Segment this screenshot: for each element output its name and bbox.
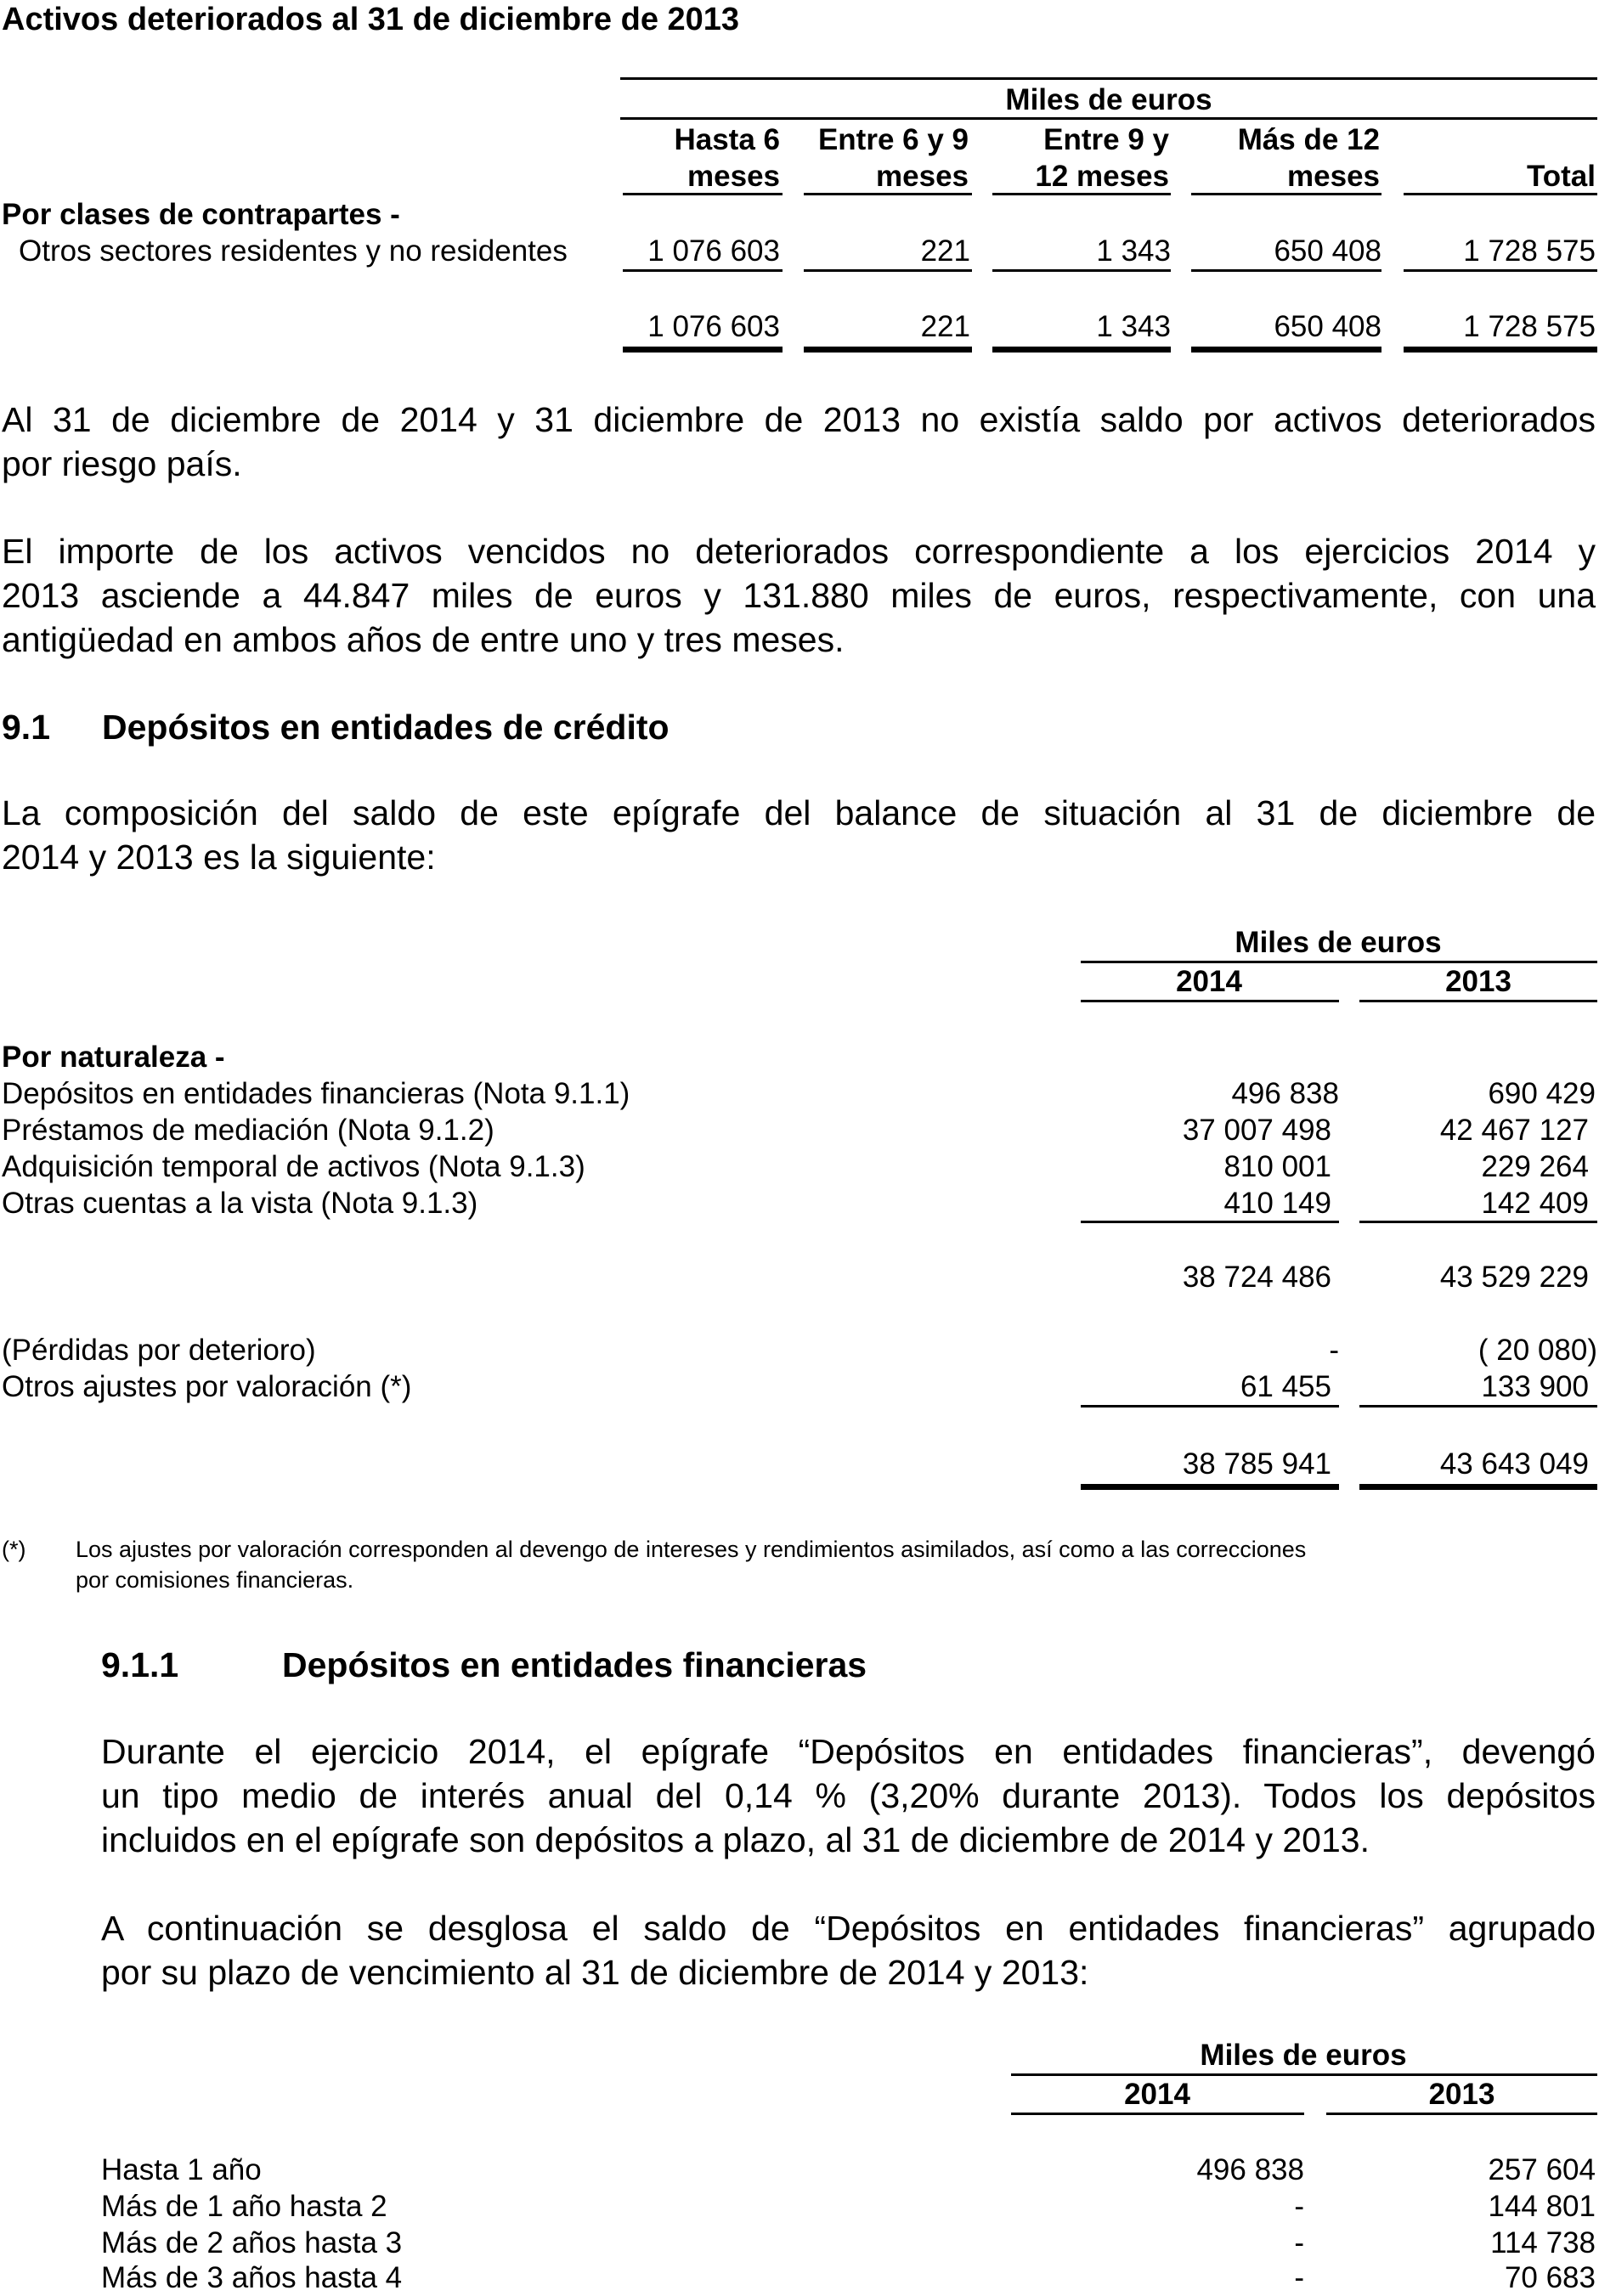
paragraph-riesgo-pais <box>2 398 1596 486</box>
table1-col-header: Total <box>1526 160 1596 193</box>
table2-cell-2013: 42 467 127 <box>1439 1114 1589 1147</box>
table2-cell-2014: 410 149 <box>1223 1187 1331 1220</box>
table2-cell-2013: 142 409 <box>1481 1187 1589 1220</box>
table1-col-rule <box>1404 193 1597 195</box>
paragraph-line: antigüedad en ambos años de entre uno y tres meses. <box>2 620 845 659</box>
paragraph-activos-vencidos <box>2 529 1596 662</box>
table3-row-label: Hasta 1 año <box>101 2153 262 2186</box>
table2-subtotal-rule <box>1081 1221 1339 1223</box>
table1-col-header: meses <box>876 160 969 193</box>
table2-cell-2014: 496 838 <box>1231 1077 1339 1110</box>
table1-row-rule <box>623 269 783 272</box>
table1-row-label: Otros sectores residentes y no residentes <box>19 234 568 268</box>
table3-cell-2014: 496 838 <box>1196 2153 1304 2186</box>
table1-total: 650 408 <box>1274 310 1381 343</box>
section-9-1-title: Depósitos en entidades de crédito <box>102 708 670 747</box>
table1-row-rule <box>992 269 1171 272</box>
table1-cell: 1 076 603 <box>647 234 780 268</box>
table2-cell-2014: - <box>1329 1334 1339 1367</box>
table1-total: 221 <box>920 310 970 343</box>
table1-col-rule <box>804 193 972 195</box>
paragraph-line: 2013 asciende a 44.847 miles de euros y 131.880 miles de euros, respectivamente, con una <box>2 576 1596 615</box>
table1-title: Activos deteriorados al 31 de diciembre de 2013 <box>2 2 740 37</box>
table1-col-header: meses <box>1287 160 1380 193</box>
table2-year-rule <box>1081 1000 1339 1002</box>
table3-row-label: Más de 3 años hasta 4 <box>101 2261 403 2294</box>
table1-col-header: Entre 6 y 9 <box>817 123 969 156</box>
table1-row-rule <box>804 269 972 272</box>
table3-cell-2013: 257 604 <box>1488 2153 1596 2186</box>
paragraph-line: Durante el ejercicio 2014, el epígrafe “Depósitos en entidades financieras”, devengó <box>101 1732 1596 1771</box>
footnote-line: por comisiones financieras. <box>76 1567 354 1593</box>
table1-row-rule <box>1191 269 1381 272</box>
table3-year-rule <box>1011 2113 1304 2115</box>
table2-subtotal-2014: 38 724 486 <box>1182 1261 1331 1294</box>
table1-total: 1 343 <box>1096 310 1171 343</box>
paragraph-line: Al 31 de diciembre de 2014 y 31 diciembre de 2013 no existía saldo por activos deteriorados <box>2 400 1596 439</box>
table2-total-rule <box>1081 1484 1339 1490</box>
table2-row-label: Adquisición temporal de activos (Nota 9.1.3) <box>2 1150 585 1183</box>
table2-cell-2014: 810 001 <box>1223 1150 1331 1183</box>
table1-col-header: Entre 9 y <box>1043 123 1169 156</box>
table1-total: 1 728 575 <box>1463 310 1596 343</box>
paragraph-line: A continuación se desglosa el saldo de “Depósitos en entidades financieras” agrupado <box>101 1909 1596 1948</box>
table1-col-rule <box>1191 193 1381 195</box>
table2-row-label: Préstamos de mediación (Nota 9.1.2) <box>2 1114 494 1147</box>
paragraph-line: El importe de los activos vencidos no deteriorados correspondiente a los ejercicios 2014 y <box>2 532 1596 571</box>
table1-section-label: Por clases de contrapartes - <box>2 198 400 231</box>
table3-cell-2013: 70 683 <box>1504 2261 1596 2294</box>
paragraph-line: incluidos en el epígrafe son depósitos a plazo, al 31 de diciembre de 2014 y 2013. <box>101 1820 1370 1859</box>
table1-col-header: Más de 12 <box>1237 123 1380 156</box>
table2-total-rule <box>1359 1484 1597 1490</box>
table2-cell-2013: ( 20 080) <box>1478 1334 1597 1367</box>
paragraph-line: por su plazo de vencimiento al 31 de diciembre de 2014 y 2013: <box>101 1953 1089 1992</box>
footnote-line: Los ajustes por valoración corresponden al devengo de intereses y rendimientos asimilados, así como a las correcciones <box>76 1537 1307 1562</box>
paragraph-composicion <box>2 791 1596 879</box>
table2-total-2014: 38 785 941 <box>1182 1447 1331 1481</box>
table2-total-2013: 43 643 049 <box>1439 1447 1589 1481</box>
table2-section-label: Por naturaleza - <box>2 1041 225 1074</box>
table3-year-header: 2013 <box>1428 2078 1495 2111</box>
table2-row-label: Otras cuentas a la vista (Nota 9.1.3) <box>2 1187 478 1220</box>
table1-header-rule <box>620 117 1597 120</box>
table2-group-header: Miles de euros <box>1235 926 1442 959</box>
table3-row-label: Más de 2 años hasta 3 <box>101 2226 403 2259</box>
table3-cell-2014: - <box>1294 2261 1304 2294</box>
table3-group-header: Miles de euros <box>1200 2039 1407 2072</box>
table2-cell-2013: 690 429 <box>1488 1077 1596 1110</box>
table1-row-rule <box>1404 269 1597 272</box>
table1-total: 1 076 603 <box>647 310 780 343</box>
table2-total-top-rule <box>1081 1405 1339 1407</box>
table2-subtotal-rule <box>1359 1221 1597 1223</box>
table1-col-header: meses <box>687 160 780 193</box>
table1-total-rule <box>804 347 972 353</box>
table3-cell-2014: - <box>1294 2190 1304 2223</box>
table2-year-header: 2013 <box>1445 965 1511 998</box>
section-9-1-number: 9.1 <box>2 708 50 747</box>
table1-cell: 1 343 <box>1096 234 1171 268</box>
paragraph-line: por riesgo país. <box>2 444 242 483</box>
table2-cell-2013: 133 900 <box>1481 1370 1589 1403</box>
table1-col-header: 12 meses <box>1035 160 1169 193</box>
table1-header-rule <box>620 77 1597 80</box>
table3-year-header: 2014 <box>1124 2078 1190 2111</box>
footnote-mark: (*) <box>2 1537 26 1562</box>
table3-cell-2013: 114 738 <box>1490 2226 1596 2259</box>
table2-cell-2014: 37 007 498 <box>1182 1114 1331 1147</box>
table2-row-label: Otros ajustes por valoración (*) <box>2 1370 412 1403</box>
paragraph-line: 2014 y 2013 es la siguiente: <box>2 838 436 877</box>
table1-total-rule <box>992 347 1171 353</box>
table1-cell: 221 <box>920 234 970 268</box>
table2-year-header: 2014 <box>1176 965 1242 998</box>
table3-cell-2014: - <box>1294 2226 1304 2259</box>
paragraph-desglose <box>101 1906 1596 1994</box>
table3-row-label: Más de 1 año hasta 2 <box>101 2190 387 2223</box>
table1-total-rule <box>623 347 783 353</box>
table3-cell-2013: 144 801 <box>1488 2190 1596 2223</box>
paragraph-line: La composición del saldo de este epígrafe del balance de situación al 31 de diciembre de <box>2 793 1596 832</box>
table2-subtotal-2013: 43 529 229 <box>1439 1261 1589 1294</box>
table1-col-header: Hasta 6 <box>674 123 780 156</box>
table2-total-top-rule <box>1359 1405 1597 1407</box>
paragraph-line: un tipo medio de interés anual del 0,14 % (3,20% durante 2013). Todos los depósitos <box>101 1776 1596 1815</box>
table2-row-label: Depósitos en entidades financieras (Nota 9.1.1) <box>2 1077 630 1110</box>
table2-row-label: (Pérdidas por deterioro) <box>2 1334 316 1367</box>
table1-cell: 1 728 575 <box>1463 234 1596 268</box>
table1-group-header: Miles de euros <box>1005 83 1212 116</box>
table1-col-rule <box>992 193 1171 195</box>
table2-cell-2014: 61 455 <box>1240 1370 1331 1403</box>
table1-col-rule <box>623 193 783 195</box>
table2-cell-2013: 229 264 <box>1481 1150 1589 1183</box>
section-9-1-1-title: Depósitos en entidades financieras <box>282 1645 867 1684</box>
table1-cell: 650 408 <box>1274 234 1381 268</box>
table1-total-rule <box>1191 347 1381 353</box>
section-9-1-1-number: 9.1.1 <box>101 1645 179 1684</box>
table2-year-rule <box>1359 1000 1597 1002</box>
table3-year-rule <box>1326 2113 1597 2115</box>
paragraph-tipo-interes <box>101 1729 1596 1862</box>
table1-total-rule <box>1404 347 1597 353</box>
